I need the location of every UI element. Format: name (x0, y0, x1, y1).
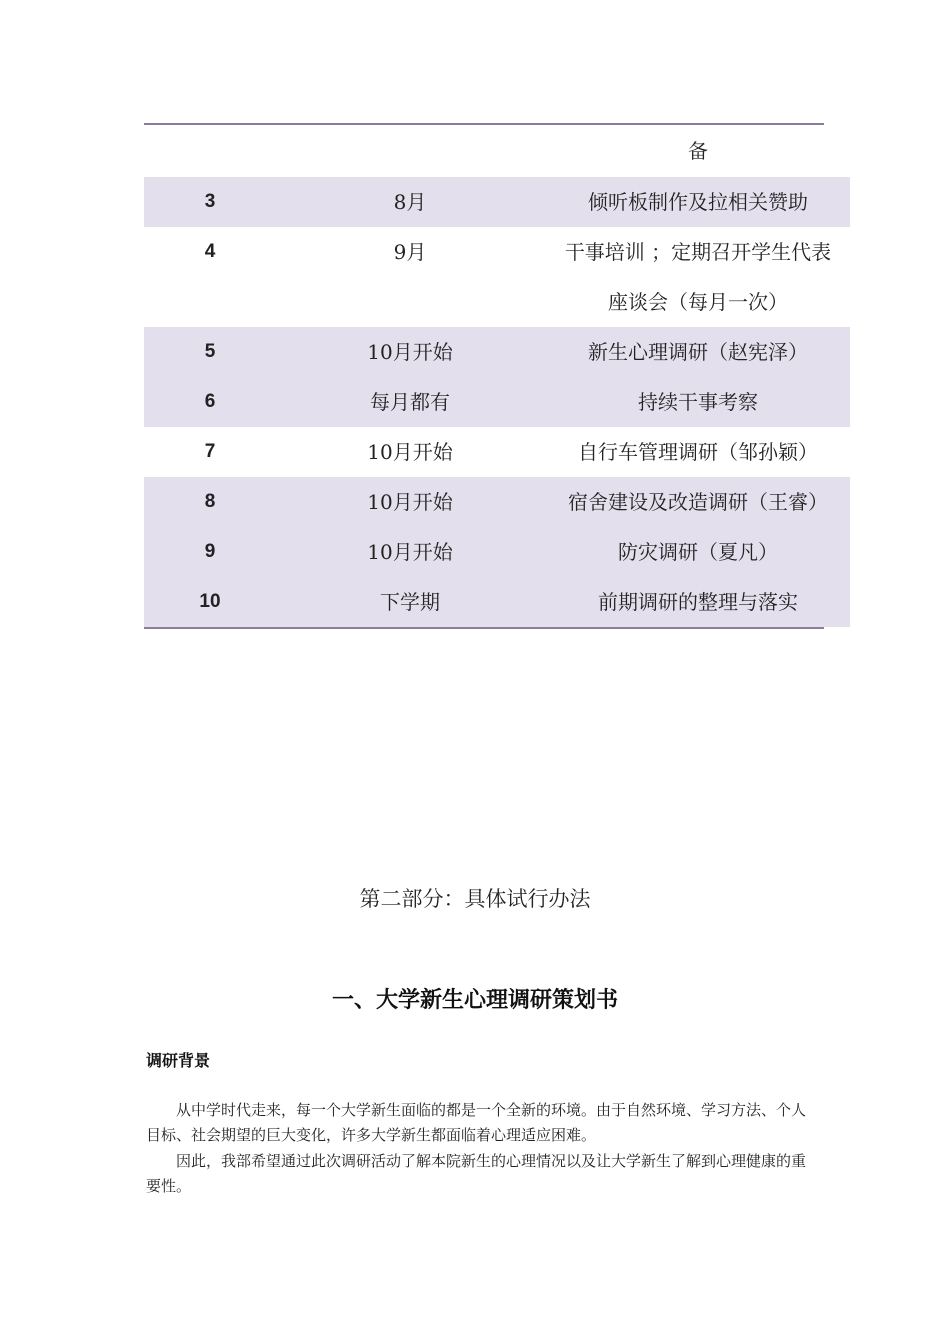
row-number-cell: 5 (144, 327, 276, 377)
row-content-cell: 备 (688, 139, 708, 163)
table-row (144, 227, 850, 327)
row-content-cell: 干事培训 ；定期召开学生代表座谈会（每月一次） (564, 240, 832, 314)
row-time-cell: 8月 (276, 177, 544, 227)
table-row (144, 125, 850, 177)
background-paragraph-2: 因此，我部希望通过此次调研活动了解本院新生的心理情况以及让大学新生了解到心理健康的重要性。 (146, 1152, 807, 1195)
row-content-cell: 新生心理调研（赵宪泽） (544, 327, 850, 377)
row-content-cell: 防灾调研（夏凡） (544, 527, 850, 577)
schedule-table (144, 125, 850, 627)
row-time-cell: 每月都有 (276, 377, 544, 427)
table-row (144, 427, 850, 477)
row-time-cell (276, 125, 544, 177)
table-row (144, 177, 850, 227)
background-paragraph-1: 从中学时代走来，每一个大学新生面临的都是一个全新的环境。由于自然环境、学习方法、个人目标、社会期望的巨大变化，许多大学新生都面临着心理适应困难。 (146, 1101, 807, 1144)
row-content-cell: 宿舍建设及改造调研（王睿） (544, 477, 850, 527)
schedule-table-body (144, 125, 850, 627)
row-number-cell (144, 125, 276, 177)
row-time-cell: 下学期 (276, 577, 544, 627)
row-number-cell: 6 (144, 377, 276, 427)
row-time-cell: 10月开始 (367, 440, 453, 464)
table-row (144, 327, 850, 377)
row-number-cell: 10 (144, 577, 276, 627)
row-number-cell: 8 (144, 477, 276, 527)
background-heading: 调研背景 (146, 1051, 211, 1070)
row-time-cell: 9月 (393, 240, 427, 264)
section-title: 第二部分：具体试行办法 (359, 887, 591, 911)
plan-heading: 一、大学新生心理调研策划书 (331, 987, 618, 1013)
table-row (144, 527, 850, 577)
row-number-cell: 9 (144, 527, 276, 577)
schedule-table-container (144, 123, 832, 629)
table-row (144, 377, 850, 427)
row-time-cell: 10月开始 (276, 527, 544, 577)
row-content-cell: 持续干事考察 (544, 377, 850, 427)
row-time-cell: 10月开始 (276, 327, 544, 377)
row-number-cell: 3 (144, 177, 276, 227)
row-content-cell: 前期调研的整理与落实 (544, 577, 850, 627)
row-content-cell: 自行车管理调研（邹孙颖） (578, 440, 818, 464)
table-row (144, 577, 850, 627)
row-number-cell: 4 (204, 241, 216, 262)
table-row (144, 477, 850, 527)
row-number-cell: 7 (204, 441, 216, 462)
row-time-cell: 10月开始 (276, 477, 544, 527)
table-bottom-rule (144, 627, 824, 629)
row-content-cell: 倾听板制作及拉相关赞助 (544, 177, 850, 227)
